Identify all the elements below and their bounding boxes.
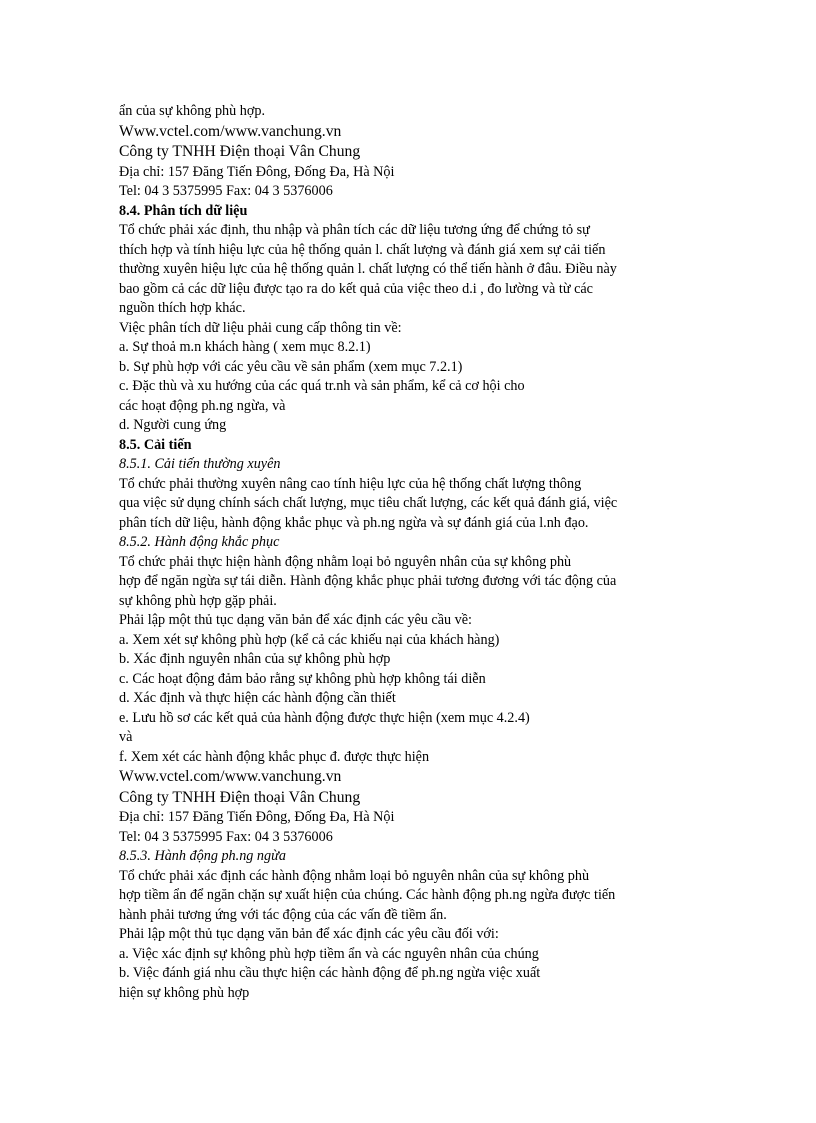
section-heading: 8.5. Cải tiến <box>119 436 192 453</box>
text-line: phân tích dữ liệu, hành động khắc phục và ph.ng ngừa và sự đánh giá của l.nh đạo. <box>119 514 589 531</box>
text-line: Tổ chức phải thường xuyên nâng cao tính hiệu lực của hệ thống chất lượng thông <box>119 475 582 492</box>
text-line: bao gồm cả các dữ liệu được tạo ra do kết quả của việc theo d.i , đo lường và từ các <box>119 280 593 297</box>
text-line: c. Các hoạt động đảm bảo rằng sự không phù hợp không tái diễn <box>119 670 486 687</box>
text-line: Tel: 04 3 5375995 Fax: 04 3 5376006 <box>119 183 333 200</box>
text-line: hành phải tương ứng với tác động của các vấn đề tiềm ẩn. <box>119 906 447 923</box>
text-line: qua việc sử dụng chính sách chất lượng, mục tiêu chất lượng, các kết quả đánh giá, việc <box>119 495 618 512</box>
text-line: và <box>119 729 133 746</box>
subsection-heading: 8.5.2. Hành động khắc phục <box>119 534 280 551</box>
text-line: e. Lưu hồ sơ các kết quả của hành động được thực hiện (xem mục 4.2.4) <box>119 709 530 726</box>
text-line: d. Người cung ứng <box>119 417 227 434</box>
text-line: Www.vctel.com/www.vanchung.vn <box>119 122 342 140</box>
document-page <box>119 102 699 1003</box>
text-line: a. Xem xét sự không phù hợp (kể cả các khiếu nại của khách hàng) <box>119 631 500 648</box>
subsection-heading: 8.5.3. Hành động ph.ng ngừa <box>119 848 286 865</box>
text-line: Phải lập một thủ tục dạng văn bản để xác định các yêu cầu đối với: <box>119 926 499 943</box>
text-line: Địa chỉ: 157 Đăng Tiến Đông, Đống Đa, Hà Nội <box>119 809 395 826</box>
text-line: hợp để ngăn ngừa sự tái diễn. Hành động khắc phục phải tương đương với tác động của <box>119 573 617 590</box>
text-line: c. Đặc thù và xu hướng của các quá tr.nh và sản phẩm, kể cả cơ hội cho <box>119 378 525 395</box>
text-line: thường xuyên hiệu lực của hệ thống quản l. chất lượng có thể tiến hành ở đâu. Điều này <box>119 261 617 278</box>
text-line: b. Xác định nguyên nhân của sự không phù hợp <box>119 651 391 668</box>
text-line: các hoạt động ph.ng ngừa, và <box>119 397 286 414</box>
text-line: ẩn của sự không phù hợp. <box>119 103 266 119</box>
text-line: a. Sự thoả m.n khách hàng ( xem mục 8.2.1) <box>119 339 371 356</box>
text-line: Việc phân tích dữ liệu phải cung cấp thông tin về: <box>119 319 402 336</box>
text-line: hiện sự không phù hợp <box>119 984 250 1001</box>
text-line: Tổ chức phải xác định, thu nhập và phân tích các dữ liệu tương ứng để chứng tỏ sự <box>119 222 590 239</box>
text-line: b. Sự phù hợp với các yêu cầu về sản phẩm (xem mục 7.2.1) <box>119 358 463 375</box>
text-line: a. Việc xác định sự không phù hợp tiềm ẩn và các nguyên nhân của chúng <box>119 945 539 962</box>
section-heading: 8.4. Phân tích dữ liệu <box>119 202 248 219</box>
text-line: Công ty TNHH Điện thoại Vân Chung <box>119 788 361 806</box>
text-line: b. Việc đánh giá nhu cầu thực hiện các hành động để ph.ng ngừa việc xuất <box>119 965 541 982</box>
text-line: nguồn thích hợp khác. <box>119 300 246 317</box>
text-line: d. Xác định và thực hiện các hành động cần thiết <box>119 690 396 707</box>
text-line: Tổ chức phải xác định các hành động nhằm loại bỏ nguyên nhân của sự không phù <box>119 867 590 884</box>
text-line: Công ty TNHH Điện thoại Vân Chung <box>119 143 361 161</box>
text-line: f. Xem xét các hành động khắc phục đ. được thực hiện <box>119 748 430 765</box>
text-line: Www.vctel.com/www.vanchung.vn <box>119 768 342 786</box>
subsection-heading: 8.5.1. Cải tiến thường xuyên <box>119 456 281 473</box>
text-line: Tổ chức phải thực hiện hành động nhằm loại bỏ nguyên nhân của sự không phù <box>119 553 572 570</box>
text-line: hợp tiềm ẩn để ngăn chặn sự xuất hiện của chúng. Các hành động ph.ng ngừa được tiến <box>119 887 616 904</box>
text-line: sự không phù hợp gặp phải. <box>119 592 277 609</box>
text-line: Phải lập một thủ tục dạng văn bản để xác định các yêu cầu về: <box>119 612 472 629</box>
text-line: Tel: 04 3 5375995 Fax: 04 3 5376006 <box>119 828 333 845</box>
text-line: thích hợp và tính hiệu lực của hệ thống quản l. chất lượng và đánh giá xem sự cải tiến <box>119 241 606 258</box>
text-line: Địa chỉ: 157 Đăng Tiến Đông, Đống Đa, Hà Nội <box>119 163 395 180</box>
